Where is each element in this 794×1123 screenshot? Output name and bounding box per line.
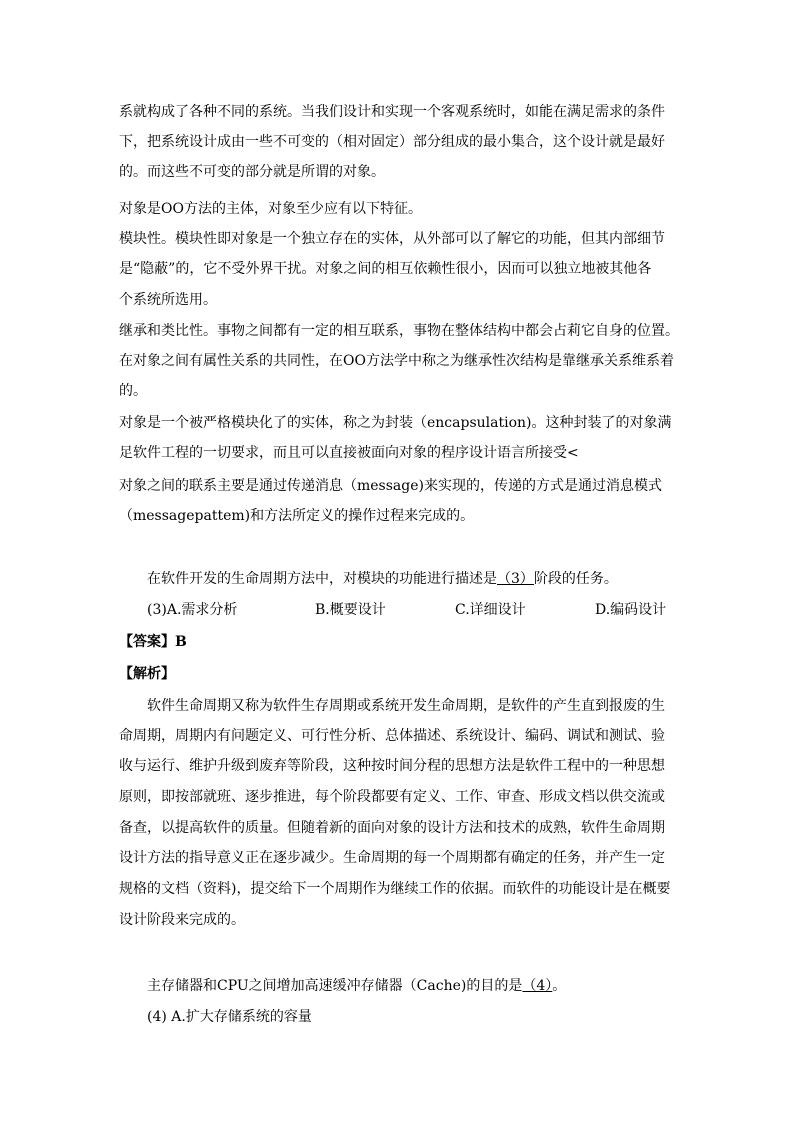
passage-line: 个系统所选用。 [119,292,217,308]
analysis-line: 设计阶段来完成的。 [119,912,245,928]
question-stem-text: 。 [552,978,567,994]
passage-line: 是“隐蔽”的，它不受外界干扰。对象之间的相互依赖性很小，因而可以独立地被其他各 [119,261,652,277]
question-4-stem [147,976,679,996]
passage-line: 的。而这些不可变的部分就是所谓的对象。 [119,164,385,180]
option-d: D.编码设计 [595,602,667,618]
analysis-line: 软件生命周期又称为软件生存周期或系统开发生命周期，是软件的产生直到报废的生 [147,698,665,714]
question-3-stem [147,569,679,589]
passage-line: 对象是OO方法的主体，对象至少应有以下特征。 [119,201,422,217]
passage-line: 下，把系统设计成由一些不可变的（相对固定）部分组成的最小集合，这个设计就是最好 [119,134,665,150]
answer-blank: （4） [522,978,553,994]
option-c: C.详细设计 [455,602,526,618]
question-stem-text: 主存储器和CPU之间增加高速缓冲存储器（Cache)的目的是 [147,978,523,994]
option-a: (4) A.扩大存储系统的容量 [147,1009,312,1025]
passage-line: （messagepattem)和方法所定义的操作过程来完成的。 [119,508,475,524]
analysis-line: 原则，即按部就班、逐步推进，每个阶段都要有定义、工作、审查、形成文档以供交流或 [119,789,665,805]
passage-line: 对象是一个被严格模块化了的实体，称之为封装（encapsulation)。这种封装了的对象满 [119,415,672,431]
analysis-line: 设计方法的指导意义正在逐步减少。生命周期的每一个周期都有确定的任务，并产生一定 [119,850,665,866]
option-a: (3)A.需求分析 [147,602,238,618]
passage-line: 的。 [119,383,147,399]
passage-line: 在对象之间有属性关系的共同性，在OO方法学中称之为继承性次结构是靠继承关系维系着 [119,353,674,369]
question-stem-text: 在软件开发的生命周期方法中，对模块的功能进行描述是 [147,571,497,587]
passage-line: 模块性。模块性即对象是一个独立存在的实体，从外部可以了解它的功能，但其内部细节 [119,231,665,247]
passage-line: 系就构成了各种不同的系统。当我们设计和实现一个客观系统时，如能在满足需求的条件 [119,104,665,120]
analysis-line: 命周期，周期内有问题定义、可行性分析、总体描述、系统设计、编码、调试和测试、验 [119,728,665,744]
passage-line: 对象之间的联系主要是通过传递消息（message)来实现的，传递的方式是通过消息模式 [119,478,662,494]
analysis-label: 【解析】 [119,666,175,682]
question-stem-text: 阶段的任务。 [533,571,618,587]
passage-line: 继承和类比性。事物之间都有一定的相互联系，事物在整体结构中都会占莉它自身的位置。 [119,323,679,339]
answer-label: 【答案】B [119,634,187,650]
analysis-line: 收与运行、维护升级到废弃等阶段，这种按时间分程的思想方法是软件工程中的一种思想 [119,758,665,774]
analysis-line: 备查，以提高软件的质量。但随着新的面向对象的设计方法和技术的成熟，软件生命周期 [119,820,665,836]
passage-line: 足软件工程的一切要求，而且可以直接被面向对象的程序设计语言所接受< [119,445,579,461]
option-b: B.概要设计 [315,602,386,618]
answer-blank: （3） [497,571,534,587]
analysis-line: 规格的文档（资料)，提交给下一个周期作为继续工作的依据。而软件的功能设计是在概要 [119,881,671,897]
question-3-options [147,600,679,620]
